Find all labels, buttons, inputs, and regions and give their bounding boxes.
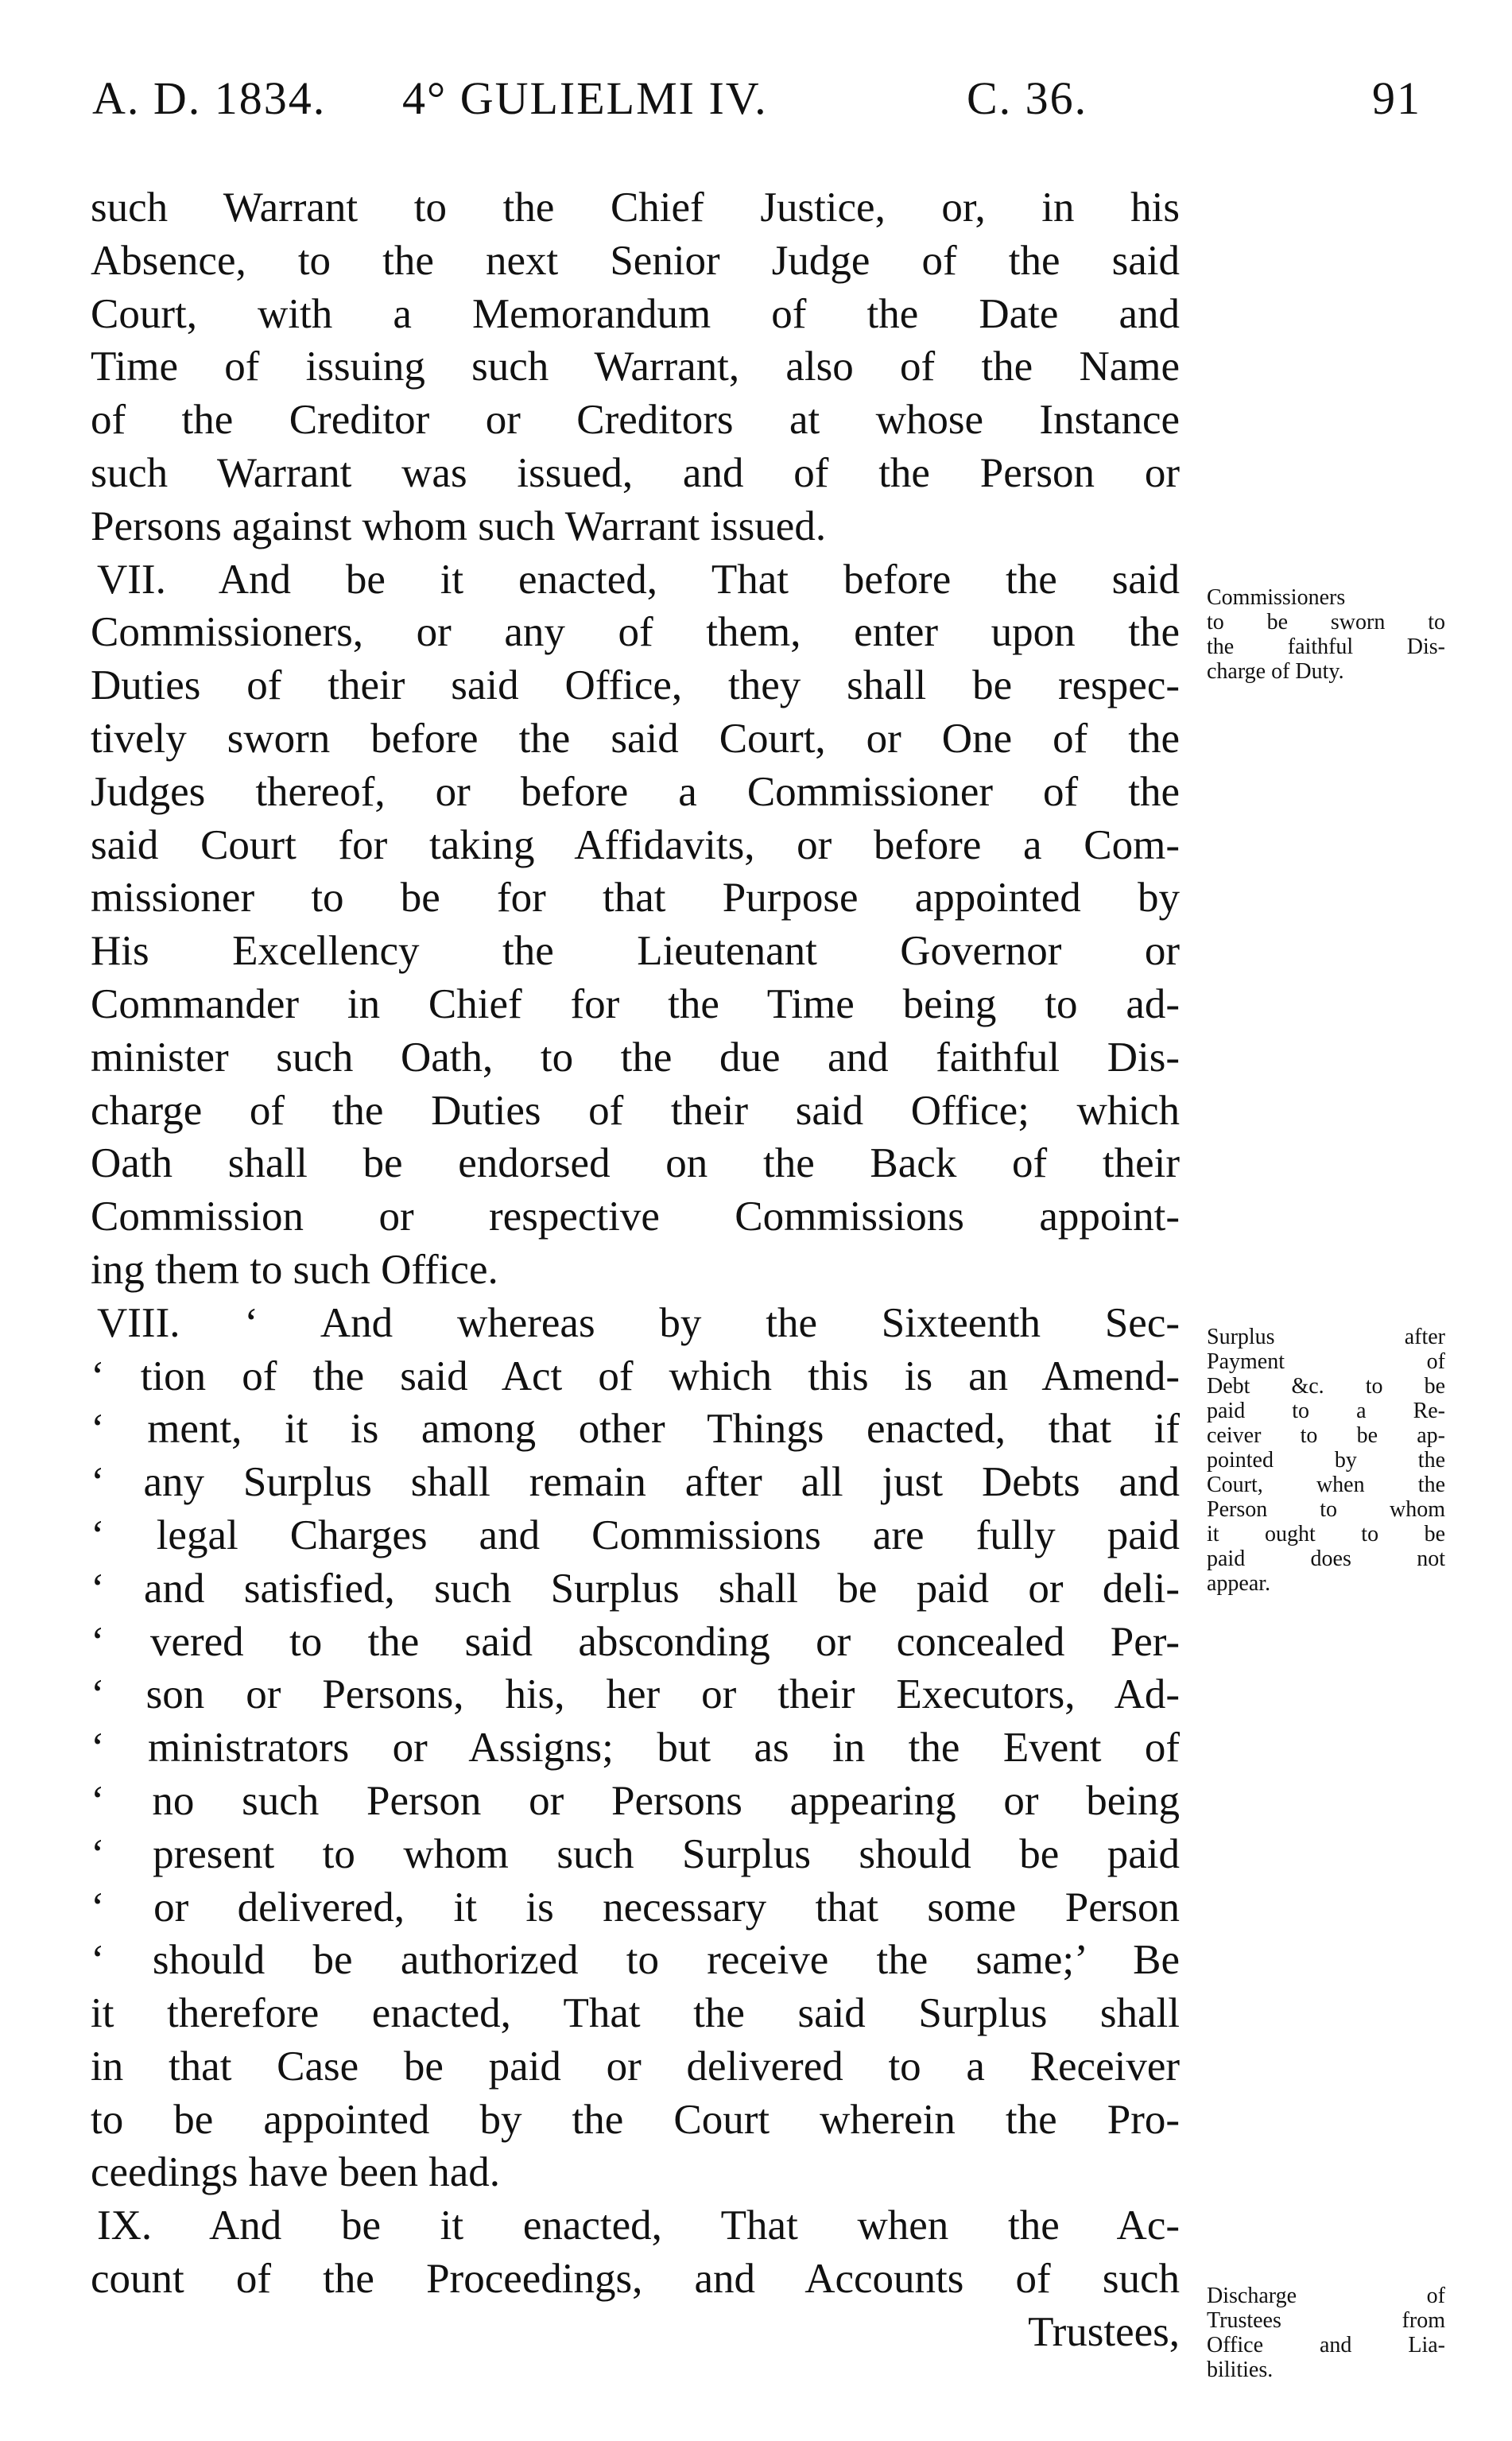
- margin-note-line: Commissioners: [1207, 585, 1346, 610]
- margin-note-line: Payment of: [1207, 1349, 1445, 1374]
- text-line: charge of the Duties of their said Office; which: [91, 1087, 1180, 1134]
- text-line: of the Creditor or Creditors at whose Instance: [91, 397, 1180, 444]
- text-line: in that Case be paid or delivered to a Receiver: [91, 2043, 1180, 2090]
- text-line: ‘ ministrators or Assigns; but as in the Event of: [91, 1725, 1180, 1772]
- text-line: tively sworn before the said Court, or One of the: [91, 715, 1180, 762]
- margin-note-line: pointed by the: [1207, 1448, 1445, 1473]
- margin-note-line: paid does not: [1207, 1546, 1445, 1571]
- margin-note-line: ceiver to be ap-: [1207, 1423, 1445, 1448]
- section-vii-heading-line: VII. And be it enacted, That before the said: [97, 556, 1180, 603]
- text-line: ‘ and satisfied, such Surplus shall be paid or deli-: [91, 1565, 1180, 1612]
- statute-body-text: [91, 181, 1180, 2359]
- margin-note-line: Office and Lia-: [1207, 2333, 1445, 2358]
- running-header: [92, 72, 1421, 135]
- margin-note-discharge-trustees: [1207, 2284, 1445, 2382]
- margin-note-line: bilities.: [1207, 2358, 1274, 2382]
- text-line: such Warrant was issued, and of the Person or: [91, 449, 1180, 496]
- margin-note-line: Court, when the: [1207, 1473, 1445, 1497]
- text-line: it therefore enacted, That the said Surplus shall: [91, 1990, 1180, 2037]
- margin-note-line: appear.: [1207, 1571, 1271, 1596]
- text-line: ‘ present to whom such Surplus should be paid: [91, 1830, 1180, 1877]
- text-line: Oath shall be endorsed on the Back of their: [91, 1140, 1180, 1187]
- text-line: Judges thereof, or before a Commissioner of the: [91, 768, 1180, 815]
- text-line: Commander in Chief for the Time being to ad-: [91, 980, 1180, 1027]
- text-line: ‘ ment, it is among other Things enacted, that if: [91, 1406, 1180, 1453]
- catchword-line: Trustees,: [1028, 2308, 1180, 2355]
- margin-note-line: Debt &c. to be: [1207, 1374, 1445, 1399]
- text-line: ‘ should be authorized to receive the same;’ Be: [91, 1937, 1180, 1984]
- text-line: Court, with a Memorandum of the Date and: [91, 290, 1180, 337]
- text-line: ‘ or delivered, it is necessary that some Person: [91, 1884, 1180, 1931]
- margin-note-line: Surplus after: [1207, 1325, 1445, 1349]
- text-line: ‘ tion of the said Act of which this is an Amend-: [91, 1352, 1180, 1399]
- text-line: ‘ no such Person or Persons appearing or being: [91, 1777, 1180, 1824]
- text-line: to be appointed by the Court wherein the Pro-: [91, 2096, 1180, 2143]
- margin-note-surplus-receiver: [1207, 1325, 1445, 1596]
- text-line: Commissioners, or any of them, enter upon the: [91, 609, 1180, 656]
- page-number: 91: [1372, 72, 1421, 124]
- header-chapter: C. 36.: [967, 72, 1088, 124]
- text-line: Absence, to the next Senior Judge of the said: [91, 237, 1180, 284]
- text-line: such Warrant to the Chief Justice, or, in his: [91, 184, 1180, 231]
- text-line: ceedings have been had.: [91, 2149, 501, 2196]
- text-line: ‘ son or Persons, his, her or their Executors, Ad-: [91, 1671, 1180, 1718]
- text-line: missioner to be for that Purpose appointed by: [91, 875, 1180, 922]
- text-line: count of the Proceedings, and Accounts of such: [91, 2256, 1180, 2303]
- text-line: ‘ legal Charges and Commissions are fully paid: [91, 1512, 1180, 1558]
- text-line: Time of issuing such Warrant, also of the Name: [91, 343, 1180, 390]
- text-line: ‘ any Surplus shall remain after all just Debts and: [91, 1459, 1180, 1506]
- text-line: His Excellency the Lieutenant Governor or: [91, 928, 1180, 975]
- margin-note-line: Discharge of: [1207, 2284, 1445, 2308]
- margin-note-line: charge of Duty.: [1207, 659, 1344, 684]
- margin-note-commissioners-sworn: [1207, 585, 1445, 684]
- text-line: Commission or respective Commissions appoint-: [91, 1193, 1180, 1240]
- text-line: minister such Oath, to the due and faithful Dis-: [91, 1034, 1180, 1081]
- text-line: said Court for taking Affidavits, or before a Com-: [91, 821, 1180, 868]
- text-line: Duties of their said Office, they shall be respec-: [91, 662, 1180, 709]
- margin-note-line: it ought to be: [1207, 1522, 1445, 1546]
- section-viii-heading-line: VIII. ‘ And whereas by the Sixteenth Sec-: [97, 1299, 1180, 1346]
- margin-note-line: Trustees from: [1207, 2308, 1445, 2333]
- margin-note-line: paid to a Re-: [1207, 1399, 1445, 1423]
- section-ix-heading-line: IX. And be it enacted, That when the Ac-: [97, 2202, 1180, 2249]
- text-line: ‘ vered to the said absconding or concealed Per-: [91, 1618, 1180, 1665]
- text-line: ing them to such Office.: [91, 1246, 498, 1293]
- margin-note-line: to be sworn to: [1207, 610, 1445, 635]
- header-regnal-year: 4° GULIELMI IV.: [402, 72, 768, 124]
- margin-note-line: the faithful Dis-: [1207, 635, 1445, 659]
- text-line: Persons against whom such Warrant issued.: [91, 503, 827, 549]
- margin-note-line: Person to whom: [1207, 1497, 1445, 1522]
- header-year: A. D. 1834.: [92, 72, 327, 124]
